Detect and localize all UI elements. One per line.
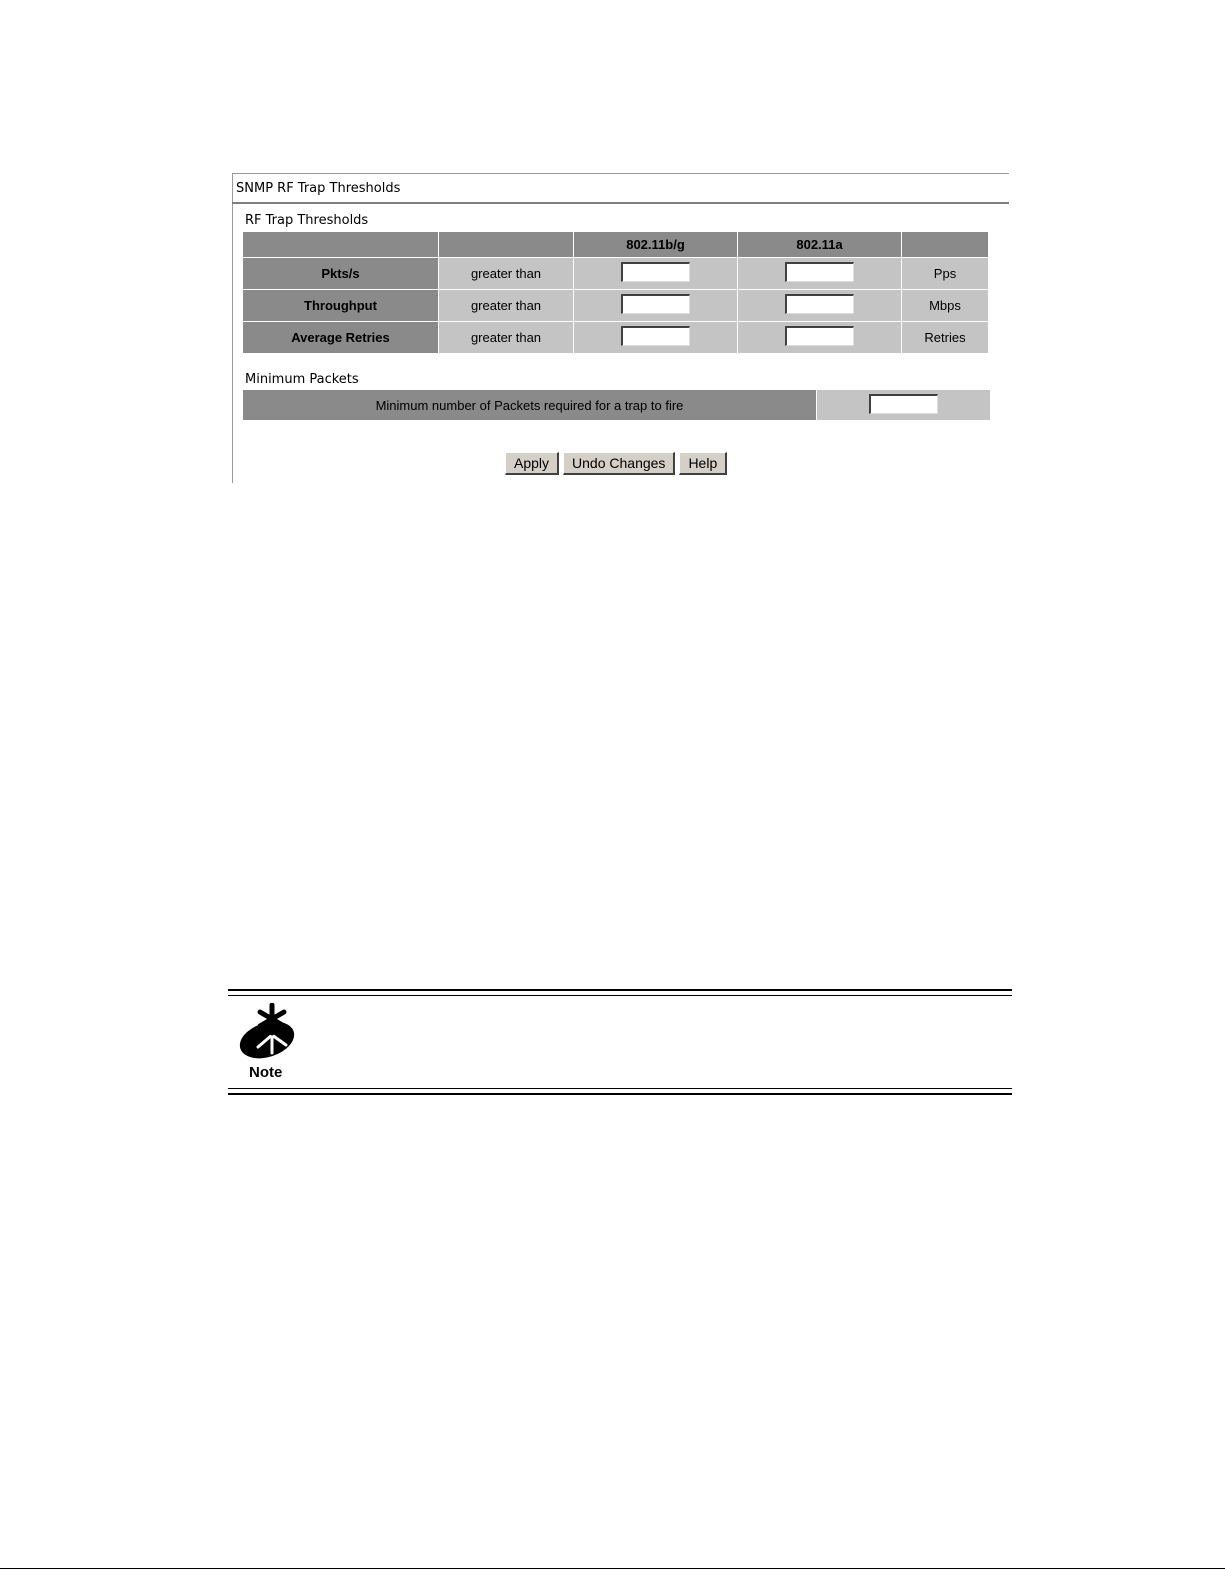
row-unit: Retries	[902, 322, 988, 353]
table-row	[243, 290, 988, 321]
pkts-bg-input[interactable]	[621, 262, 690, 282]
button-row	[505, 452, 727, 475]
retries-bg-input[interactable]	[621, 326, 690, 346]
row-label: Throughput	[243, 290, 438, 321]
section-heading-thresholds: RF Trap Thresholds	[245, 213, 369, 228]
note-rule-bottom-thin	[228, 1088, 1012, 1089]
note-rule-top	[228, 989, 1012, 991]
section-heading-min-packets: Minimum Packets	[245, 372, 359, 387]
a-value-cell	[738, 258, 901, 289]
row-unit: Mbps	[902, 290, 988, 321]
column-header-condition	[439, 232, 573, 257]
table-row	[243, 258, 988, 289]
bg-value-cell	[574, 322, 737, 353]
row-condition: greater than	[439, 322, 573, 353]
row-condition: greater than	[439, 258, 573, 289]
panel-left-border	[232, 173, 233, 483]
column-header-empty	[243, 232, 438, 257]
undo-changes-button[interactable]: Undo Changes	[563, 452, 675, 475]
note-label: Note	[249, 1064, 283, 1081]
note-rule-top-thin	[228, 995, 1012, 996]
throughput-bg-input[interactable]	[621, 294, 690, 314]
apply-button[interactable]: Apply	[505, 452, 559, 475]
help-button[interactable]: Help	[679, 452, 727, 475]
column-header-80211bg: 802.11b/g	[574, 232, 737, 257]
row-condition: greater than	[439, 290, 573, 321]
a-value-cell	[738, 322, 901, 353]
snmp-rf-trap-panel	[232, 173, 1009, 483]
column-header-unit	[902, 232, 988, 257]
panel-title: SNMP RF Trap Thresholds	[236, 181, 401, 196]
row-unit: Pps	[902, 258, 988, 289]
bg-value-cell	[574, 290, 737, 321]
min-packets-cell	[817, 390, 990, 420]
min-packets-table	[242, 389, 991, 421]
retries-a-input[interactable]	[785, 326, 854, 346]
column-header-80211a: 802.11a	[738, 232, 901, 257]
a-value-cell	[738, 290, 901, 321]
min-packets-input[interactable]	[869, 394, 938, 414]
row-label: Pkts/s	[243, 258, 438, 289]
pkts-a-input[interactable]	[785, 262, 854, 282]
row-label: Average Retries	[243, 322, 438, 353]
throughput-a-input[interactable]	[785, 294, 854, 314]
note-asterisk-icon	[238, 1003, 302, 1066]
note-rule-bottom	[228, 1093, 1012, 1095]
table-row	[243, 322, 988, 353]
title-divider	[232, 202, 1009, 204]
page-footer-rule	[0, 1568, 1225, 1569]
thresholds-table	[242, 231, 989, 354]
min-packets-label: Minimum number of Packets required for a trap to fire	[243, 390, 816, 420]
panel-top-border	[232, 173, 1009, 174]
bg-value-cell	[574, 258, 737, 289]
